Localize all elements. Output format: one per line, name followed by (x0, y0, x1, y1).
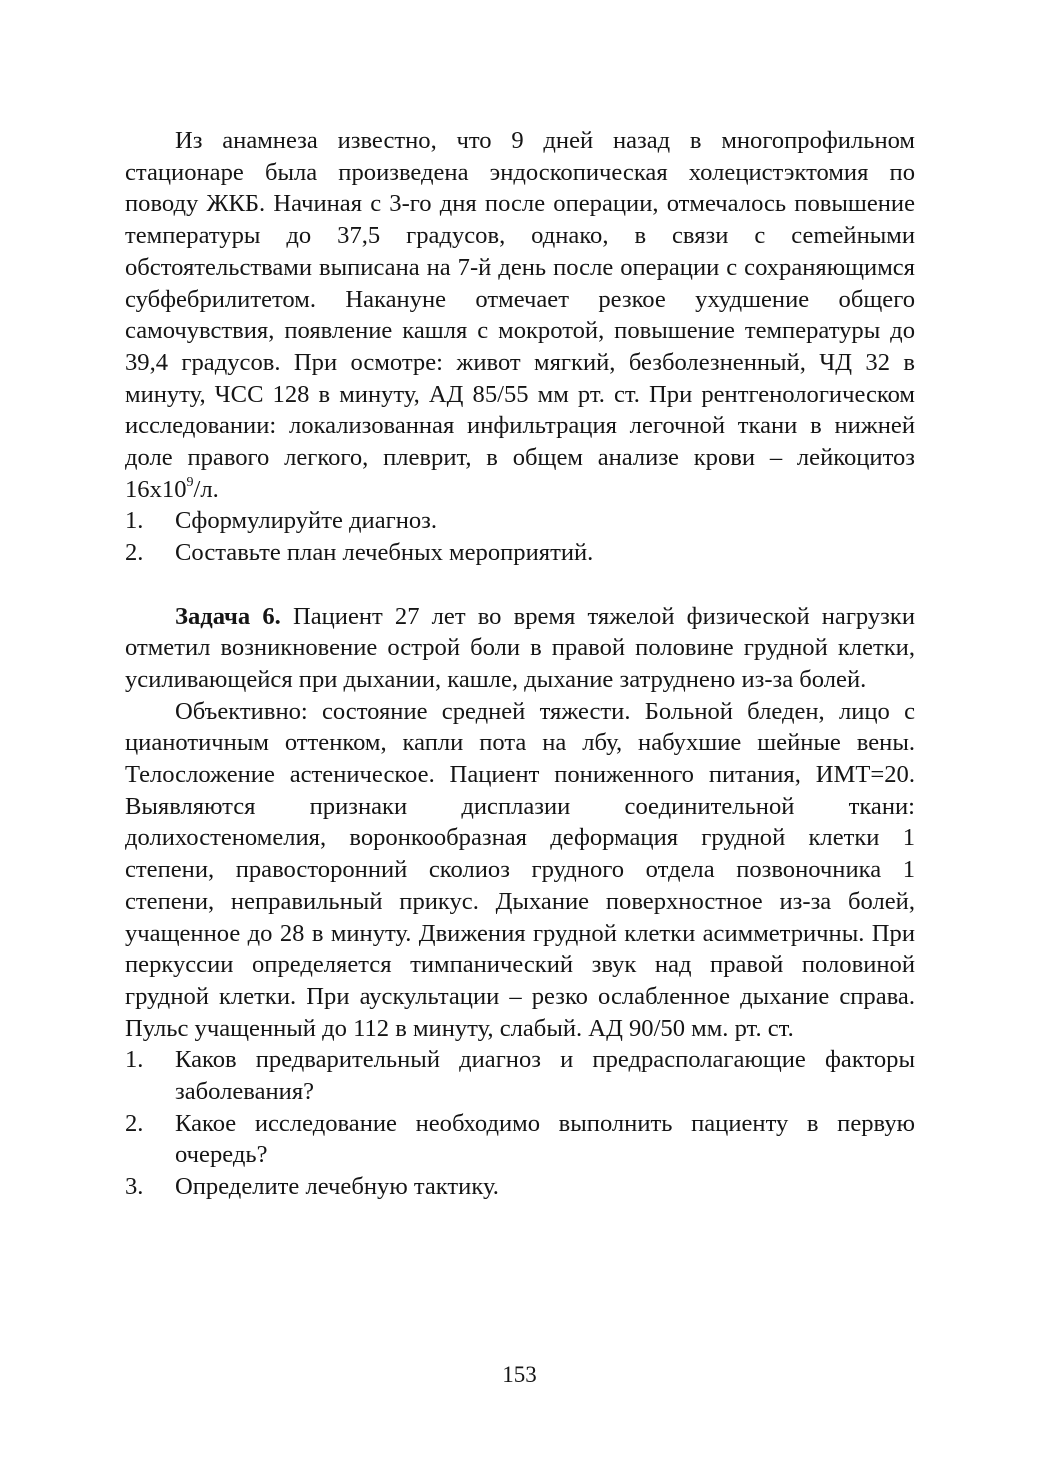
page-content (125, 125, 915, 1203)
task-intro-paragraph (125, 601, 915, 696)
list-item-text: Сформулируйте диагноз. (175, 507, 438, 535)
list-item-text: Составьте план лечебных мероприятий. (175, 539, 594, 567)
list-item-number: 2. (125, 539, 144, 567)
exponent-superscript: 9 (186, 474, 194, 490)
task-title: Задача 6. (175, 602, 281, 630)
task-intro-text: Пациент 27 лет во время тяжелой физической нагрузки отметил возникновение острой боли в правой половине грудной клетки, усиливающейся при дыхании, кашле, дыхание затруднено из-за болей. (125, 602, 916, 693)
list-item-number: 1. (125, 1046, 144, 1074)
list-item (125, 537, 915, 569)
page-number: 153 (502, 1362, 537, 1387)
case-history-paragraph (125, 125, 915, 505)
list-item-number: 2. (125, 1109, 144, 1137)
case-history-text: Из анамнеза известно, что 9 дней назад в многопрофильном стационаре была произведена эндоскопическая холецистэктомия по поводу ЖКБ. Начиная с 3-го дня после операции, отмечалось повышение температуры до 37,5 градусов, однако, в связи с сеmейными обстоятельствами выписана на 7-й день после операции с сохраняющимся субфебрилитетом. Накануне отмечает резкое ухудшение общего самочувствия, появление кашля с мокротой, повышение температуры до 39,4 градусов. При осмотре: живот мягкий, безболезненный, ЧД 32 в минуту, ЧСС 128 в минуту, АД 85/55 мм рт. ст. При рентгенологическом исследовании: локализованная инфильтрация легочной ткани в нижней доле правого легкого, плеврит, в общем анализе крови – лейкоцитоз 16х10 (125, 127, 915, 503)
list-item (125, 1171, 915, 1203)
list-item-text: Какое исследование необходимо выполнить пациенту в первую очередь? (175, 1109, 915, 1169)
list-item-number: 3. (125, 1173, 144, 1201)
list-item-text: Каков предварительный диагноз и предрасполагающие факторы заболевания? (175, 1046, 915, 1106)
list-item (125, 505, 915, 537)
section-spacer (125, 569, 915, 601)
objective-findings-paragraph (125, 696, 915, 1045)
case-history-text-end: /л. (193, 475, 219, 503)
list-item (125, 1108, 915, 1171)
list-item (125, 1044, 915, 1107)
list-item-text: Определите лечебную тактику. (175, 1173, 499, 1201)
task-questions-list (125, 1044, 915, 1203)
list-item-number: 1. (125, 507, 144, 535)
case-questions-list (125, 505, 915, 568)
objective-findings-text: Объективно: состояние средней тяжести. Больной бледен, лицо с цианотичным оттенком, капли пота на лбу, набухшие шейные вены. Телосложение астеническое. Пациент пониженного питания, ИМТ=20. Выявляются признаки дисплазии соединительной ткани: долихостеномелия, воронкообразная деформация грудной клетки 1 степени, правосторонний сколиоз грудного отдела позвоночника 1 степени, неправильный прикус. Дыхание поверхностное из-за болей, учащенное до 28 в минуту. Движения грудной клетки асимметричны. При перкуссии определяется тимпанический звук над правой половиной грудной клетки. При аускультации – резко ослабленное дыхание справа. Пульс учащенный до 112 в минуту, слабый. АД 90/50 мм. рт. ст. (125, 697, 915, 1042)
